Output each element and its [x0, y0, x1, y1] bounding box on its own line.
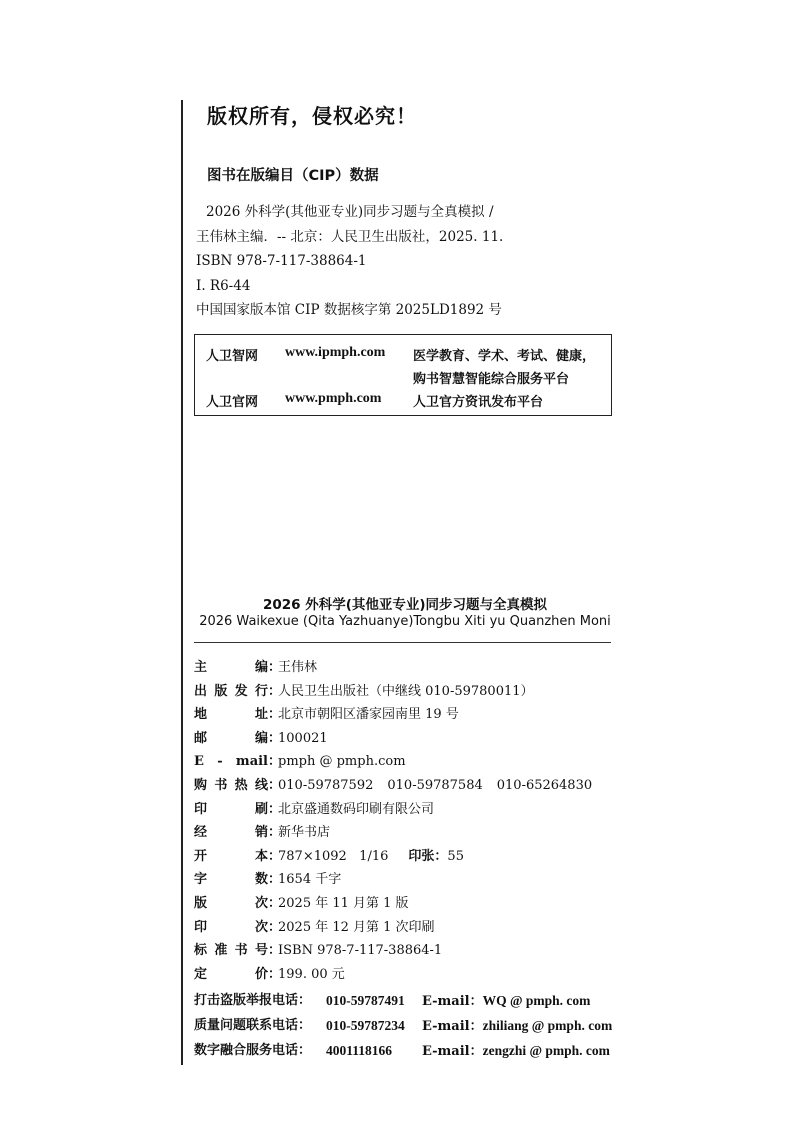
contact-phone: 010-59787491: [326, 993, 405, 1008]
platform-url[interactable]: www.pmph.com: [285, 391, 382, 406]
margin-rule: [181, 100, 183, 1065]
info-label: 开本: [194, 848, 268, 864]
info-value: 1654 千字: [278, 872, 342, 888]
platform-box: [194, 334, 612, 416]
contact-email-address[interactable]: zengzhi @ pmph. com: [482, 1043, 610, 1058]
info-label: 印次: [194, 919, 268, 935]
platform-name: 人卫智网: [206, 349, 259, 364]
cip-line-isbn: ISBN 978-7-117-38864-1: [196, 253, 367, 269]
platform-desc: 医学教育、学术、考试、健康，: [413, 349, 596, 364]
info-label: 主编: [194, 660, 268, 675]
book-title-cn: 2026 外科学(其他亚专业)同步习题与全真模拟: [262, 597, 548, 613]
info-row-email: E - mail：pmph @ pmph.com: [194, 750, 634, 774]
info-value: 2025 年 11 月第 1 版: [278, 895, 409, 911]
info-label: 经销: [194, 825, 268, 841]
contact-email: [422, 1038, 610, 1064]
contact-row-piracy: [194, 988, 591, 1013]
info-row-address: 地址：北京市朝阳区潘家园南里 19 号: [194, 703, 634, 727]
cip-title: 图书在版编目（CIP）数据: [207, 168, 379, 184]
info-sublabel: 印张: [408, 848, 435, 864]
info-label: 购书热线: [194, 777, 268, 793]
info-value: 100021: [278, 730, 328, 746]
info-value: pmph @ pmph.com: [278, 754, 406, 770]
contact-email: [422, 988, 590, 1014]
info-value: 010-59787584: [387, 777, 483, 793]
info-row-printing: 印次：2025 年 12 月第 1 次印刷: [194, 916, 634, 940]
contact-row-digital: [194, 1038, 610, 1063]
cip-line-title: 2026 外科学(其他亚专业)同步习题与全真模拟 /: [206, 204, 494, 220]
info-value: 北京市朝阳区潘家园南里 19 号: [278, 707, 459, 723]
contact-row-quality: [194, 1013, 613, 1038]
info-row-printer: 印刷：北京盛通数码印刷有限公司: [194, 798, 634, 822]
info-value: 新华书店: [278, 825, 331, 841]
info-value: 199. 00 元: [278, 966, 345, 982]
info-value: 人民卫生出版社（中继线 010-59780011）: [278, 683, 534, 699]
cip-line-record: 中国国家版本馆 CIP 数据核字第 2025LD1892 号: [196, 302, 502, 318]
info-label: 标准书号: [194, 943, 268, 959]
info-label: 定价: [194, 966, 268, 982]
info-row-hotline: 购书热线：010-59787592 010-59787584 010-65264830: [194, 774, 634, 798]
info-row-editor: 主编：王伟林: [194, 656, 634, 680]
info-value: 787×1092 1/16: [278, 848, 389, 864]
book-title-en: 2026 Waikexue (Qita Yazhuanye)Tongbu Xiti yu Quanzhen Moni: [199, 614, 611, 629]
info-row-wordcount: 字数：1654 千字: [194, 868, 634, 892]
contact-label: 质量问题联系电话：: [194, 1018, 312, 1033]
info-value: 55: [447, 848, 464, 864]
contact-label: 打击盗版举报电话：: [194, 993, 312, 1008]
contact-email-address[interactable]: WQ @ pmph. com: [482, 993, 591, 1008]
info-row-postcode: 邮编：100021: [194, 727, 634, 751]
contact-email-label: E-mail：: [422, 994, 483, 1009]
info-label: 版次: [194, 895, 268, 911]
contact-email-label: E-mail：: [422, 1019, 483, 1034]
platform-url[interactable]: www.ipmph.com: [285, 345, 386, 360]
cip-line-class: Ⅰ. R6-44: [196, 277, 251, 294]
contact-block: [194, 988, 613, 1063]
info-value: 2025 年 12 月第 1 次印刷: [278, 919, 435, 935]
platform-name: 人卫官网: [206, 395, 259, 410]
info-label: 地址: [194, 707, 268, 723]
info-value: 010-65264830: [496, 777, 593, 793]
info-row-isbn: 标准书号：ISBN 978-7-117-38864-1: [194, 939, 634, 963]
info-value: 010-59787592: [278, 777, 374, 793]
contact-email-address[interactable]: zhiliang @ pmph. com: [482, 1018, 613, 1033]
contact-email-label: E-mail：: [422, 1044, 483, 1059]
cip-block: [196, 200, 503, 323]
info-value: ISBN 978-7-117-38864-1: [278, 943, 443, 959]
info-row-publisher: 出版发行：人民卫生出版社（中继线 010-59780011）: [194, 680, 634, 704]
info-label: 印刷: [194, 801, 268, 817]
info-label: E - mail: [194, 754, 268, 770]
info-label: 字数: [194, 872, 268, 888]
contact-email: [422, 1013, 612, 1039]
info-row-distributor: 经销：新华书店: [194, 821, 634, 845]
publication-info: [194, 656, 634, 986]
cip-line-editor: 王伟林主编．-- 北京：人民卫生出版社，2025. 11.: [196, 228, 504, 245]
info-row-format: 开本：787×1092 1/16 印张：55: [194, 845, 634, 869]
info-value: 北京盛通数码印刷有限公司: [278, 801, 435, 817]
platform-desc: 购书智慧智能综合服务平台: [413, 372, 570, 387]
info-value: 王伟林: [278, 660, 318, 675]
platform-desc: 人卫官方资讯发布平台: [413, 395, 544, 410]
contact-label: 数字融合服务电话：: [194, 1043, 312, 1058]
info-row-price: 定价：199. 00 元: [194, 963, 634, 987]
info-label: 邮编: [194, 730, 268, 746]
info-row-edition: 版次：2025 年 11 月第 1 版: [194, 892, 634, 916]
copyright-notice: 版权所有，侵权必究！: [207, 104, 417, 128]
contact-phone: 4001118166: [326, 1043, 393, 1058]
divider: [194, 642, 611, 643]
info-label: 出版发行: [194, 683, 268, 699]
contact-phone: 010-59787234: [326, 1018, 405, 1033]
